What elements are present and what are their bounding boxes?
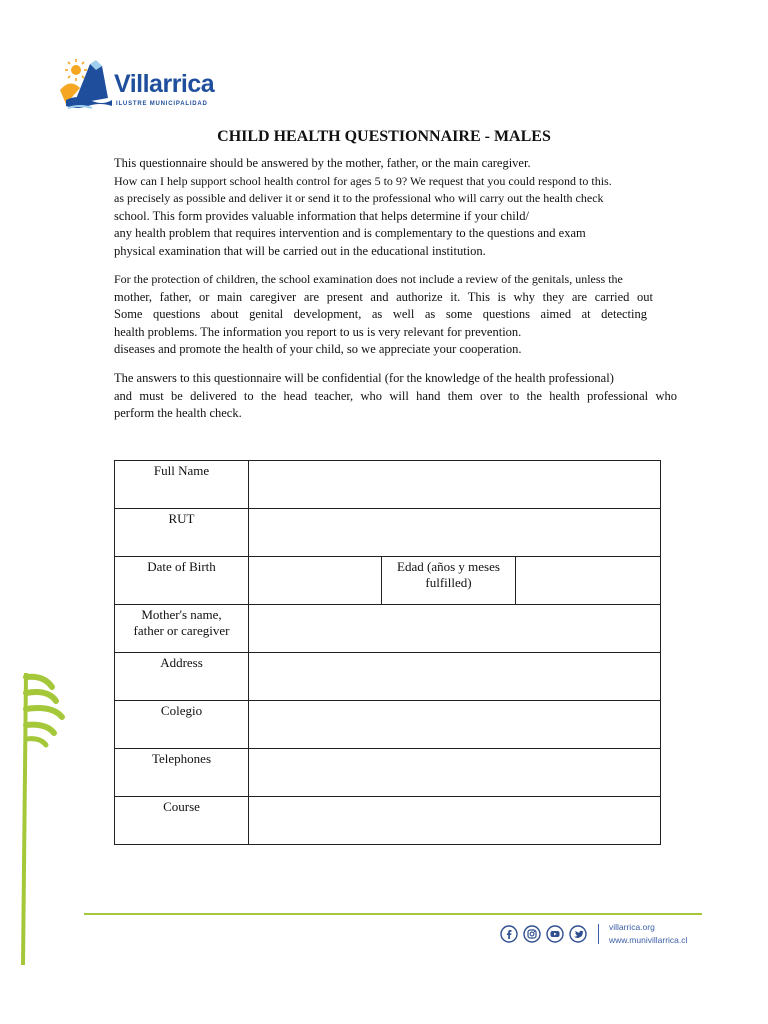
table-row — [115, 509, 661, 557]
intro-paragraph — [114, 155, 677, 261]
text-line: school. This form provides valuable information that helps determine if your child/ — [114, 208, 529, 223]
table-row — [115, 653, 661, 701]
age-label: Edad (años y meses fulfilled) — [382, 557, 516, 605]
student-info-table — [114, 460, 661, 845]
protection-paragraph — [114, 271, 677, 359]
text-line: diseases and promote the health of your child, so we appreciate your cooperation. — [114, 342, 522, 357]
text-line: and must be delivered to the head teacher, who will hand them over to the health professional who — [114, 388, 677, 403]
table-row — [115, 797, 661, 845]
rut-label: RUT — [115, 509, 249, 557]
text-line: perform the health check. — [114, 406, 242, 421]
school-field[interactable] — [249, 701, 661, 749]
facebook-icon[interactable] — [500, 925, 518, 943]
page-title: CHILD HEALTH QUESTIONNAIRE - MALES — [217, 128, 551, 145]
date-of-birth-field[interactable] — [249, 557, 382, 605]
table-row — [115, 749, 661, 797]
parent-name-label: Mother's name, father or caregiver — [115, 605, 249, 653]
website-link[interactable]: villarrica.org — [609, 922, 655, 932]
course-field[interactable] — [249, 797, 661, 845]
full-name-field[interactable] — [249, 461, 661, 509]
text-line: as precisely as possible and deliver it or send it to the professional who will carry out the health check — [114, 191, 604, 206]
instagram-icon[interactable] — [523, 925, 541, 943]
text-line: How can I help support school health control for ages 5 to 9? We request that you could respond to this. — [114, 173, 612, 188]
rut-field[interactable] — [249, 509, 661, 557]
telephones-field[interactable] — [249, 749, 661, 797]
villarrica-logo — [56, 56, 216, 116]
footer-divider — [84, 913, 702, 915]
text-line: health problems. The information you report to us is very relevant for prevention. — [114, 324, 522, 339]
logo-subtitle: ILUSTRE MUNICIPALIDAD — [116, 101, 208, 107]
text-line: any health problem that requires intervention and is complementary to the questions and exam — [114, 226, 586, 241]
footer-separator — [598, 924, 599, 944]
twitter-icon[interactable] — [569, 925, 587, 943]
table-row — [115, 701, 661, 749]
website-link-secondary[interactable]: www.munivillarrica.cl — [609, 935, 688, 945]
parent-name-field[interactable] — [249, 605, 661, 653]
table-row — [115, 461, 661, 509]
text-line: physical examination that will be carried out in the educational institution. — [114, 243, 486, 258]
address-label: Address — [115, 653, 249, 701]
volcano-sun-icon — [56, 56, 116, 112]
text-line: For the protection of children, the school examination does not include a review of the genitals, unless the — [114, 272, 623, 286]
telephones-label: Telephones — [115, 749, 249, 797]
text-line: Some questions about genital development, as well as some questions aimed at detecting — [114, 307, 647, 322]
date-of-birth-label: Date of Birth — [115, 557, 249, 605]
address-field[interactable] — [249, 653, 661, 701]
logo-name: Villarrica — [114, 70, 215, 98]
text-line: The answers to this questionnaire will be confidential (for the knowledge of the health professional) — [114, 371, 614, 385]
table-row — [115, 557, 661, 605]
full-name-label: Full Name — [115, 461, 249, 509]
course-label: Course — [115, 797, 249, 845]
school-label: Colegio — [115, 701, 249, 749]
bamboo-decoration-icon — [14, 665, 74, 965]
confidentiality-paragraph — [114, 370, 677, 423]
youtube-icon[interactable] — [546, 925, 564, 943]
text-line: mother, father, or main caregiver are present and authorize it. This is why they are carried out — [114, 289, 653, 304]
age-field[interactable] — [516, 557, 661, 605]
table-row — [115, 605, 661, 653]
text-line: This questionnaire should be answered by the mother, father, or the main caregiver. — [114, 156, 531, 170]
